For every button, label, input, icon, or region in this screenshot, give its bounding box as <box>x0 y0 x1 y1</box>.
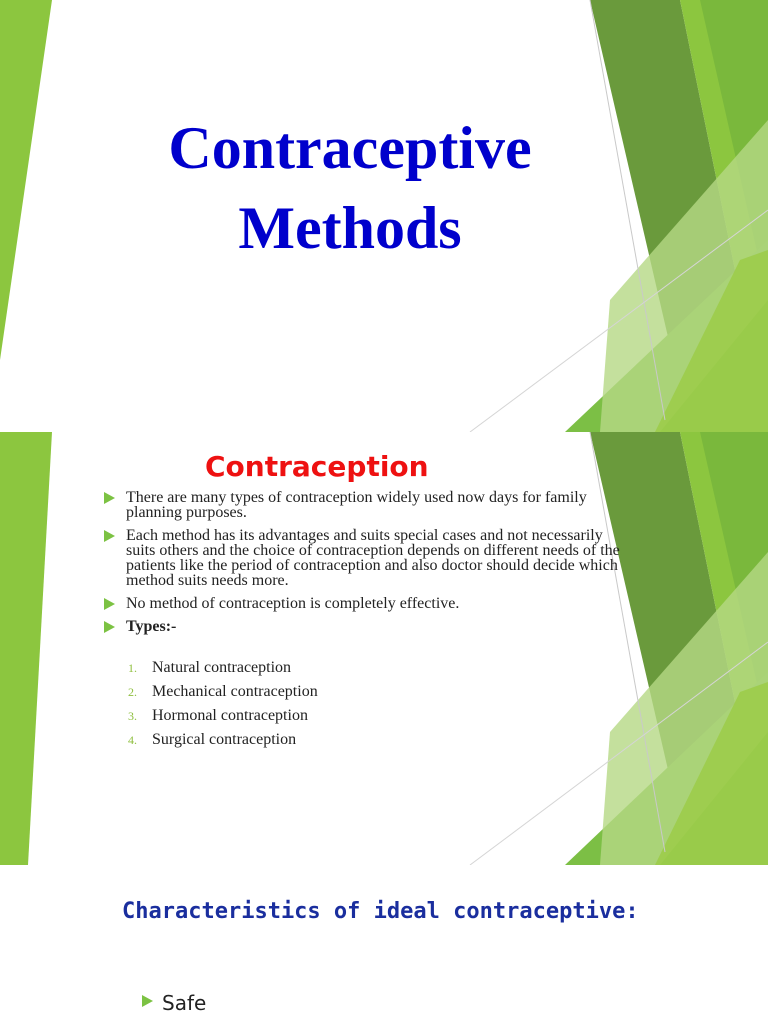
bullet-text: No method of contraception is completely effective. <box>126 595 460 612</box>
bullet-arrow-icon <box>104 530 115 542</box>
bullet-arrow-icon <box>104 598 115 610</box>
bullet-arrow-icon <box>104 621 115 633</box>
title-line-2: Methods <box>238 195 462 261</box>
title-line-1: Contraceptive <box>168 115 532 181</box>
list-item <box>102 619 632 634</box>
type-label: Hormonal contraception <box>152 707 308 724</box>
bullet-text: Each method has its advantages and suits special cases and not necessarily suits others and the choice of contraception depends on different needs of the patients like the period of contraception and also doctor should decide which method suits needs more. <box>126 527 620 589</box>
list-item <box>142 991 206 1015</box>
type-label: Mechanical contraception <box>152 683 318 700</box>
list-item <box>128 728 318 752</box>
types-list <box>128 656 318 752</box>
bullet-list <box>102 490 632 642</box>
bullet-arrow-icon <box>142 995 153 1007</box>
bullet-text: There are many types of contraception widely used now days for family planning purposes. <box>126 489 587 521</box>
list-item <box>128 704 318 728</box>
slide-heading: Contraception <box>205 450 429 483</box>
list-item <box>128 656 318 680</box>
list-item <box>102 490 632 520</box>
type-label: Natural contraception <box>152 659 292 676</box>
list-item <box>102 596 632 611</box>
title-slide <box>0 0 768 432</box>
list-number: 3. <box>128 709 137 723</box>
list-number: 1. <box>128 661 137 675</box>
list-number: 2. <box>128 685 137 699</box>
bullet-arrow-icon <box>104 492 115 504</box>
slide-heading: Characteristics of ideal contraceptive: <box>122 899 639 924</box>
list-number: 4. <box>128 733 137 747</box>
characteristics-slide <box>0 865 768 1024</box>
bullet-text: Safe <box>162 991 207 1015</box>
list-item <box>128 680 318 704</box>
type-label: Surgical contraception <box>152 731 297 748</box>
page-title <box>140 108 560 268</box>
bullet-text: Types:- <box>126 618 177 635</box>
list-item <box>102 528 632 588</box>
contraception-slide <box>0 432 768 865</box>
